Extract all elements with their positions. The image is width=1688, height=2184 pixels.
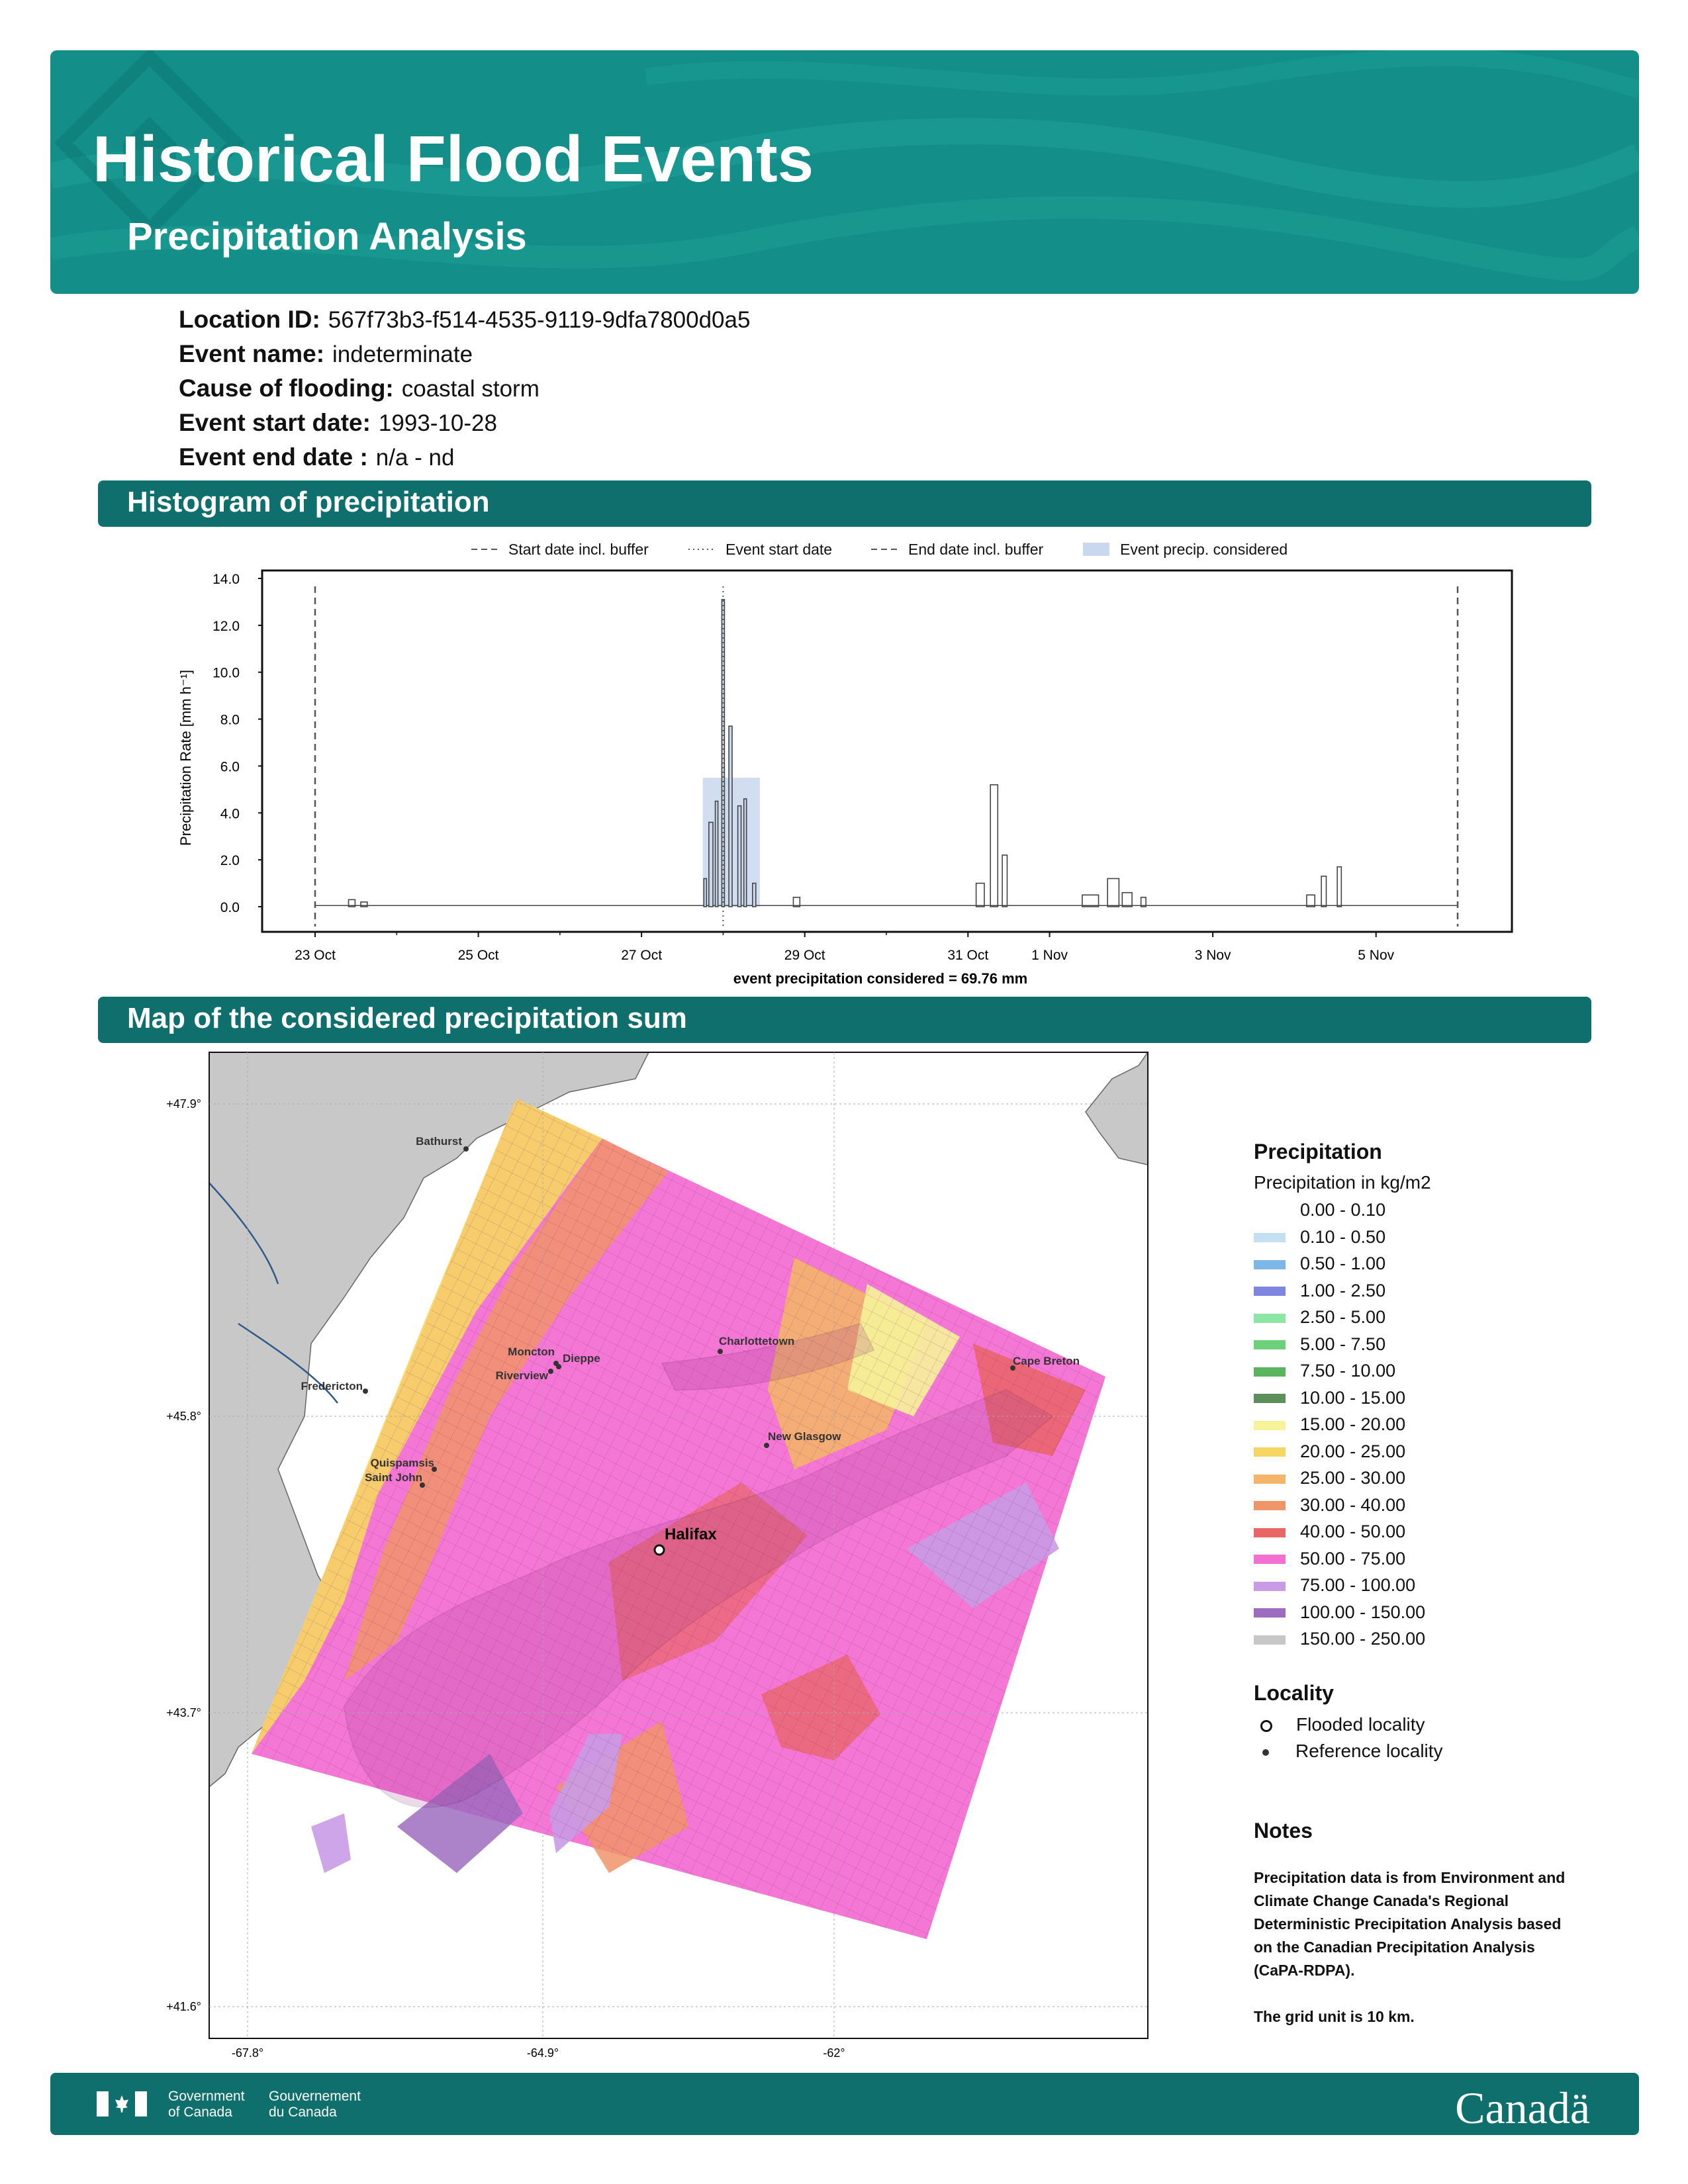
place-label: Bathurst	[416, 1135, 462, 1148]
info-row-location-id	[179, 306, 750, 340]
chart-legend	[471, 541, 1288, 558]
legend-item-label: 10.00 - 15.00	[1300, 1387, 1406, 1408]
info-label: Event start date:	[179, 409, 371, 436]
locality-title: Locality	[1254, 1681, 1334, 1705]
info-label: Cause of flooding:	[179, 375, 394, 402]
lon-label: -62°	[823, 2046, 845, 2058]
legend-color-swatch	[1254, 1206, 1286, 1216]
legend-item	[1254, 1361, 1431, 1388]
precip-bar	[729, 726, 732, 907]
page-subtitle: Precipitation Analysis	[127, 215, 527, 258]
y-tick-label: 4.0	[220, 806, 240, 822]
legend-color-swatch	[1254, 1421, 1286, 1430]
place-label: Cape Breton	[1013, 1355, 1080, 1367]
lat-label: +41.6°	[166, 2000, 201, 2013]
precip-bar	[1107, 878, 1119, 907]
info-value: n/a - nd	[375, 445, 455, 471]
lon-label: -64.9°	[526, 2046, 559, 2058]
notes-line: Precipitation data is from Environment and	[1254, 1869, 1566, 1886]
x-tick-label: 1 Nov	[1031, 948, 1068, 963]
place-label: Riverview	[495, 1369, 548, 1382]
place-label: New Glasgow	[768, 1430, 841, 1443]
notes-grid-unit: The grid unit is 10 km.	[1254, 2008, 1415, 2025]
legend-item-label: 1.00 - 2.50	[1300, 1280, 1386, 1300]
gov-en-line: Government	[168, 2089, 245, 2104]
legend-item	[1254, 1495, 1431, 1522]
locality-reference-label: Reference locality	[1295, 1741, 1443, 1761]
legend-item-label: 7.50 - 10.00	[1300, 1361, 1396, 1381]
precip-bar	[976, 884, 984, 907]
legend-label: Event start date	[726, 541, 833, 558]
legend-item	[1254, 1227, 1431, 1254]
legend-item-label: 5.00 - 7.50	[1300, 1334, 1386, 1354]
legend-item-label: 150.00 - 250.00	[1300, 1629, 1426, 1649]
lat-label: +45.8°	[166, 1410, 201, 1423]
precip-bar	[738, 806, 741, 907]
notes-line: on the Canadian Precipitation Analysis	[1254, 1938, 1535, 1956]
precip-bar	[704, 878, 706, 907]
page-title: Historical Flood Events	[93, 122, 814, 195]
legend-item-label: 25.00 - 30.00	[1300, 1468, 1406, 1488]
locality-flooded-label: Flooded locality	[1296, 1714, 1425, 1735]
legend-color-swatch	[1254, 1340, 1286, 1349]
y-tick-label: 2.0	[220, 853, 240, 869]
legend-item	[1254, 1414, 1431, 1441]
legend-item	[1254, 1281, 1431, 1308]
legend-label: Event precip. considered	[1120, 541, 1288, 558]
reference-locality-marker	[553, 1361, 559, 1366]
place-label: Quispamsis	[370, 1457, 434, 1469]
place-label: Dieppe	[563, 1352, 600, 1365]
legend-color-swatch	[1254, 1608, 1286, 1617]
legend-color-swatch	[1254, 1447, 1286, 1457]
place-label: Moncton	[508, 1345, 555, 1358]
legend-color-swatch	[1254, 1528, 1286, 1537]
legend-item	[1254, 1549, 1431, 1576]
y-tick-label: 12.0	[212, 618, 240, 634]
info-value: 1993-10-28	[378, 410, 497, 436]
legend-item-label: 40.00 - 50.00	[1300, 1522, 1406, 1541]
footer	[50, 2073, 1639, 2135]
precipitation-map	[146, 1046, 1337, 2058]
y-tick-label: 10.0	[212, 665, 240, 681]
legend-item-label: 2.50 - 5.00	[1300, 1307, 1386, 1327]
notes-line: (CaPA-RDPA).	[1254, 1962, 1355, 1979]
legend-item-label: 75.00 - 100.00	[1300, 1575, 1416, 1595]
gov-fr-line: Gouvernement	[269, 2089, 361, 2104]
legend-item	[1254, 1334, 1431, 1361]
gov-en-line: of Canada	[168, 2105, 232, 2120]
flooded-locality-marker	[655, 1545, 664, 1555]
plot-frame	[262, 570, 1512, 932]
place-label: Fredericton	[301, 1380, 363, 1392]
legend-item-label: 50.00 - 75.00	[1300, 1548, 1406, 1569]
canada-flag-icon	[97, 2091, 147, 2116]
y-tick-label: 0.0	[220, 900, 240, 915]
legend-item	[1254, 1522, 1431, 1549]
precip-bar	[753, 884, 756, 907]
info-value: indeterminate	[332, 341, 473, 367]
legend-color-swatch	[1254, 1260, 1286, 1269]
precip-bar	[1307, 895, 1315, 907]
legend-item-label: 20.00 - 25.00	[1300, 1441, 1406, 1461]
legend-item	[1254, 1441, 1431, 1469]
legend-label: Start date incl. buffer	[508, 541, 649, 558]
locality-reference	[1254, 1741, 1443, 1762]
precip-bar	[716, 801, 718, 907]
legend-label: End date incl. buffer	[908, 541, 1044, 558]
precip-bar	[744, 799, 747, 907]
legend-item	[1254, 1629, 1431, 1656]
section-title: Histogram of precipitation	[127, 486, 490, 518]
info-row-event-name	[179, 340, 750, 375]
legend-color-swatch	[1254, 1394, 1286, 1403]
x-tick-label: 23 Oct	[295, 948, 336, 963]
y-axis-label: Precipitation Rate [mm h⁻¹]	[177, 670, 194, 846]
lat-label: +43.7°	[166, 1706, 201, 1719]
notes-line: Climate Change Canada's Regional	[1254, 1892, 1509, 1909]
info-label: Event end date :	[179, 443, 368, 471]
lat-label: +47.9°	[166, 1097, 201, 1111]
y-tick-label: 8.0	[220, 712, 240, 728]
gov-fr	[269, 2089, 361, 2120]
place-label: Saint John	[365, 1471, 422, 1484]
reference-locality-marker	[764, 1443, 769, 1448]
x-tick-label: 27 Oct	[621, 948, 663, 963]
locality-flooded	[1254, 1714, 1425, 1735]
legend-swatch-considered	[1083, 543, 1109, 556]
gov-en	[168, 2089, 245, 2120]
notes-line: Deterministic Precipitation Analysis based	[1254, 1915, 1562, 1933]
legend-color-swatch	[1254, 1314, 1286, 1323]
legend-item-label: 15.00 - 20.00	[1300, 1414, 1406, 1434]
legend-color-swatch	[1254, 1635, 1286, 1645]
info-row-start-date	[179, 409, 750, 443]
legend-title: Precipitation	[1254, 1140, 1382, 1163]
lon-label: -67.8°	[231, 2046, 264, 2058]
precip-bar	[1321, 876, 1326, 907]
legend-item-label: 0.10 - 0.50	[1300, 1226, 1386, 1247]
header-banner	[50, 50, 1639, 294]
legend-color-swatch	[1254, 1367, 1286, 1377]
legend-item	[1254, 1388, 1431, 1415]
precipitation-legend	[1254, 1140, 1431, 1656]
section-header-histogram	[98, 480, 1591, 527]
x-tick-label: 29 Oct	[784, 948, 825, 963]
notes-title: Notes	[1254, 1819, 1313, 1843]
legend-item	[1254, 1253, 1431, 1281]
precip-bar	[709, 822, 713, 907]
legend-item-label: 0.50 - 1.00	[1300, 1253, 1386, 1273]
legend-item	[1254, 1200, 1431, 1227]
place-label: Halifax	[665, 1525, 717, 1543]
section-title: Map of the considered precipitation sum	[127, 1002, 687, 1034]
flooded-locality-icon	[1260, 1720, 1272, 1732]
canada-wordmark: Canadä	[1455, 2083, 1590, 2133]
legend-color-swatch	[1254, 1287, 1286, 1296]
legend-item-label: 30.00 - 40.00	[1300, 1494, 1406, 1515]
precip-bar	[1337, 867, 1341, 907]
info-value: coastal storm	[401, 376, 539, 402]
x-tick-label: 31 Oct	[947, 948, 989, 963]
legend-subtitle: Precipitation in kg/m2	[1254, 1172, 1431, 1193]
legend-item-label: 100.00 - 150.00	[1300, 1602, 1426, 1622]
notes-text	[1254, 1866, 1611, 2028]
chart-caption: event precipitation considered = 69.76 mm	[733, 970, 1028, 987]
x-tick-label: 25 Oct	[457, 948, 499, 963]
gov-fr-line: du Canada	[269, 2105, 337, 2120]
precip-bar	[990, 785, 998, 907]
info-row-cause	[179, 375, 750, 409]
reference-locality-marker	[463, 1146, 469, 1152]
legend-color-swatch	[1254, 1501, 1286, 1510]
reference-locality-marker	[548, 1369, 553, 1374]
precip-bar	[1082, 895, 1099, 907]
legend-item	[1254, 1307, 1431, 1334]
precipitation-histogram	[0, 529, 1688, 1059]
legend-item	[1254, 1602, 1431, 1629]
legend-item	[1254, 1468, 1431, 1495]
info-label: Location ID:	[179, 306, 320, 333]
reference-locality-marker	[363, 1388, 368, 1394]
info-value: 567f73b3-f514-4535-9119-9dfa7800d0a5	[328, 307, 751, 333]
x-tick-label: 5 Nov	[1358, 948, 1395, 963]
place-label: Charlottetown	[719, 1335, 795, 1347]
y-tick-label: 6.0	[220, 759, 240, 775]
legend-color-swatch	[1254, 1475, 1286, 1484]
legend-color-swatch	[1254, 1555, 1286, 1564]
legend-item-label: 0.00 - 0.10	[1300, 1200, 1386, 1220]
legend-color-swatch	[1254, 1582, 1286, 1591]
info-label: Event name:	[179, 340, 325, 367]
legend-color-swatch	[1254, 1233, 1286, 1242]
precip-bar	[1002, 855, 1007, 907]
reference-locality-icon	[1262, 1749, 1269, 1756]
event-info	[179, 306, 750, 478]
precip-bar	[1122, 893, 1132, 907]
x-tick-label: 3 Nov	[1194, 948, 1231, 963]
info-row-end-date	[179, 443, 750, 478]
reference-locality-marker	[718, 1349, 723, 1354]
section-header-map	[98, 997, 1591, 1043]
y-tick-label: 14.0	[212, 572, 240, 587]
legend-item	[1254, 1575, 1431, 1602]
